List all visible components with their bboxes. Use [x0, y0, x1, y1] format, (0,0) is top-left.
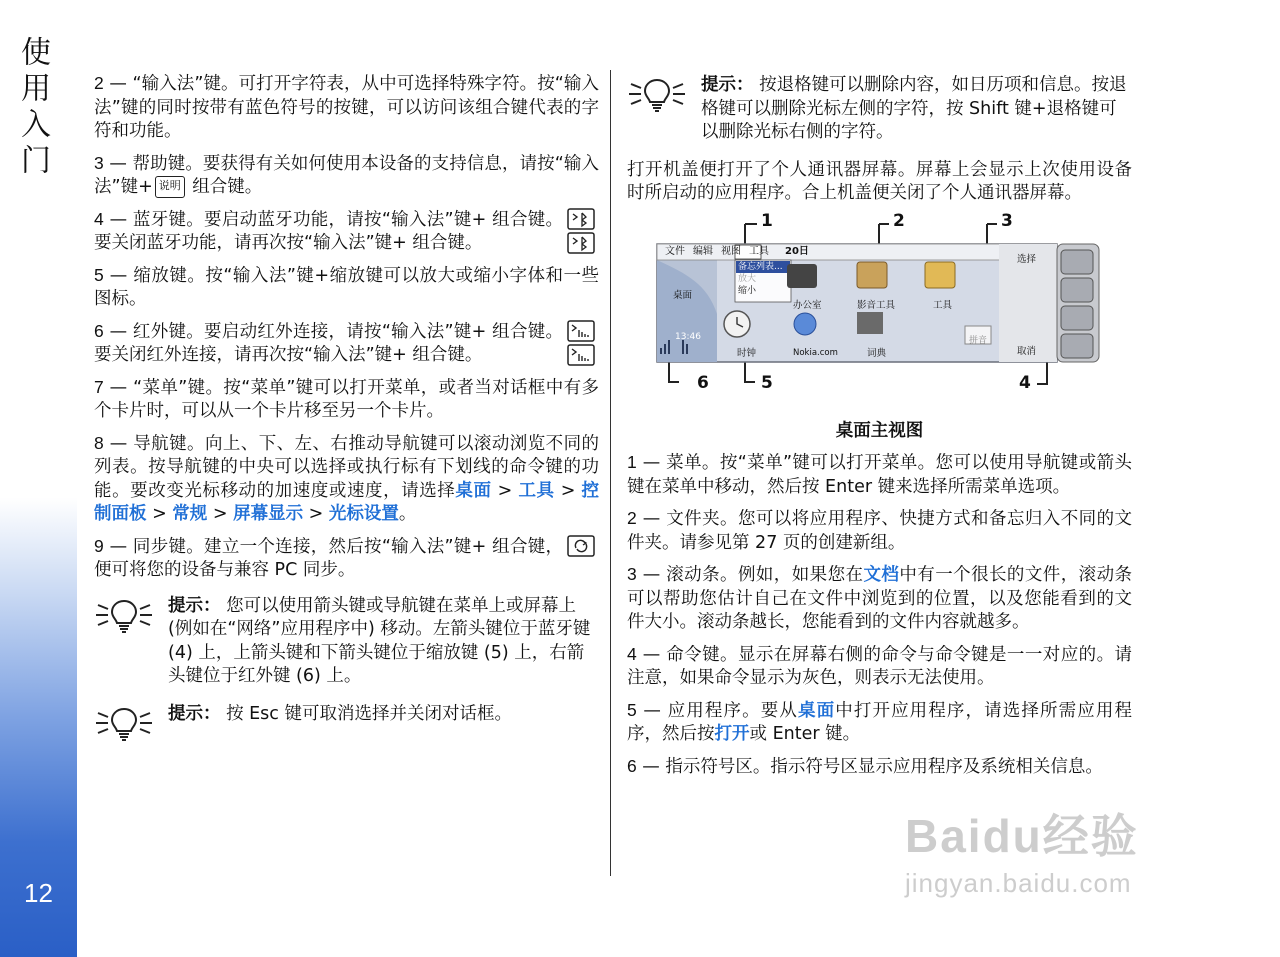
right-item-1: 1 — 菜单。按“菜单”键可以打开菜单。您可以使用导航键或箭头键在菜单中移动，然后按 Enter 键来选择所需菜单选项。	[627, 452, 1132, 497]
app-clock[interactable]: 时钟	[737, 347, 757, 359]
menu-edit[interactable]: 编辑	[693, 245, 713, 257]
link-tools[interactable]: 工具	[518, 480, 555, 501]
lightbulb-icon	[94, 595, 168, 635]
item-4: 4 — 蓝牙键。要启动蓝牙功能，请按“输入法”键+ 组合键。要关闭蓝牙功能，请再次按“输入法”键+ 组合键。	[94, 208, 599, 256]
tip-arrow-keys: 提示： 您可以使用箭头键或导航键在菜单上或屏幕上 (例如在“网络”应用程序中) 移动。左箭头键位于蓝牙键 (4) 上，上箭头键和下箭头键位于缩放键 (5) 上，右箭头键位于红外键 (6) 上。	[94, 595, 599, 689]
dropdown-zoom-in[interactable]: 放大	[738, 273, 757, 284]
column-divider	[610, 70, 611, 876]
menu-tools[interactable]: 工具	[749, 245, 769, 257]
dropdown-notes[interactable]: 备忘列表...	[738, 261, 783, 272]
menu-date: 20日	[785, 245, 809, 257]
bluetooth-key-icon	[567, 232, 595, 262]
callout-1: 1	[761, 210, 773, 231]
clock-time: 13:46	[675, 331, 701, 342]
right-item-4: 4 — 命令键。显示在屏幕右侧的命令与命令键是一一对应的。请注意，如果命令显示为灰色，则表示无法使用。	[627, 643, 1132, 688]
command-select[interactable]: 选择	[1017, 253, 1037, 265]
link-documents[interactable]: 文档	[863, 565, 900, 585]
menu-file[interactable]: 文件	[665, 245, 685, 257]
left-column	[94, 72, 599, 757]
app-tools[interactable]: 工具	[933, 299, 953, 311]
menu-view[interactable]: 视图	[721, 245, 741, 257]
app-media[interactable]: 影音工具	[857, 299, 896, 311]
sync-key-icon	[567, 535, 595, 565]
item-3: 3 — 帮助键。要获得有关如何使用本设备的支持信息，请按“输入法”键+ 说明 组合键。	[94, 152, 599, 197]
command-cancel[interactable]: 取消	[1017, 345, 1037, 357]
item-6: 6 — 红外键。要启动红外连接，请按“输入法”键+ 组合键。要关闭红外连接，请再次按“输入法”键+ 组合键。	[94, 320, 599, 368]
right-item-2: 2 — 文件夹。您可以将应用程序、快捷方式和备忘归入不同的文件夹。请参见第 27 页的创建新组。	[627, 508, 1132, 553]
link-general[interactable]: 常规	[172, 504, 208, 524]
figure-caption: 桌面主视图	[835, 420, 924, 441]
page-number: 12	[24, 878, 53, 908]
tip-backspace: 提示： 按退格键可以删除内容，如日历项和信息。按退格键可以删除光标左侧的字符，按 Shift 键+退格键可以删除光标右侧的字符。	[627, 74, 1132, 145]
baidu-watermark: Baidu经验 jingyan.baidu.com	[905, 810, 1139, 898]
callout-4: 4	[1019, 372, 1031, 393]
tip-esc: 提示： 按 Esc 键可取消选择并关闭对话框。	[94, 703, 599, 743]
item-9: 9 — 同步键。建立一个连接，然后按“输入法”键+ 组合键，便可将您的设备与兼容 PC 同步。	[94, 535, 599, 583]
help-key-icon: 说明	[155, 176, 185, 198]
chapter-title: 使用入门	[15, 36, 50, 180]
dropdown-zoom-out[interactable]: 缩小	[738, 285, 757, 296]
app-dictionary[interactable]: 词典	[867, 347, 887, 359]
right-item-3: 3 — 滚动条。例如，如果您在文档中有一个很长的文件，滚动条可以帮助您估计自己在文件中浏览到的位置，以及您能看到的文件大小。滚动条越长，您能看到的文件内容就越多。	[627, 564, 1133, 632]
right-column	[627, 72, 1132, 787]
app-desktop[interactable]: 桌面	[673, 289, 693, 301]
intro-paragraph: 打开机盖便打开了个人通讯器屏幕。屏幕上会显示上次使用设备时所启动的应用程序。合上机盖便关闭了个人通讯器屏幕。	[627, 159, 1132, 203]
link-open[interactable]: 打开	[714, 724, 750, 744]
right-item-5: 5 — 应用程序。要从桌面中打开应用程序，请选择所需应用程序，然后按打开或 Enter 键。	[627, 699, 1133, 744]
callout-2: 2	[893, 210, 905, 231]
app-nokia[interactable]: Nokia.com	[793, 347, 838, 358]
callout-6: 6	[697, 372, 709, 393]
lightbulb-icon	[94, 703, 168, 743]
item-7: 7 — “菜单”键。按“菜单”键可以打开菜单，或者当对话框中有多个卡片时，可以从一个卡片移至另一个卡片。	[94, 376, 599, 421]
link-desktop-2[interactable]: 桌面	[797, 700, 836, 721]
item-5: 5 — 缩放键。按“输入法”键+缩放键可以放大或缩小字体和一些图标。	[94, 264, 599, 309]
chapter-sidebar	[0, 0, 77, 957]
link-cursor-settings[interactable]: 光标设置	[328, 504, 399, 524]
callout-5: 5	[761, 372, 773, 393]
link-display[interactable]: 屏幕显示	[233, 504, 304, 524]
lightbulb-icon	[627, 74, 701, 114]
screen-dropdown	[738, 261, 783, 297]
link-control-panel[interactable]: 控制面板	[94, 480, 600, 524]
callout-3: 3	[1001, 210, 1013, 231]
infrared-key-icon	[567, 344, 595, 374]
desktop-screenshot	[627, 210, 1132, 414]
link-desktop[interactable]: 桌面	[455, 480, 492, 501]
input-method-indicator: 拼音	[969, 335, 988, 346]
right-item-6: 6 — 指示符号区。指示符号区显示应用程序及系统相关信息。	[627, 755, 1103, 777]
item-2: 2 — “输入法”键。可打开字符表，从中可选择特殊字符。按“输入法”键的同时按带有蓝色符号的按键，可以访问该组合键代表的字符和功能。	[94, 73, 599, 141]
item-8: 8 — 导航键。向上、下、左、右推动导航键可以滚动浏览不同的列表。按导航键的中央可以选择或执行标有下划线的命令键的功能。要改变光标移动的加速度或速度，请选择桌面 > 工具 > 控制面板 > 常规 > 屏幕显示 > 光标设置。	[94, 432, 600, 524]
screen-menu-bar	[665, 245, 809, 259]
app-office[interactable]: 办公室	[793, 299, 822, 311]
